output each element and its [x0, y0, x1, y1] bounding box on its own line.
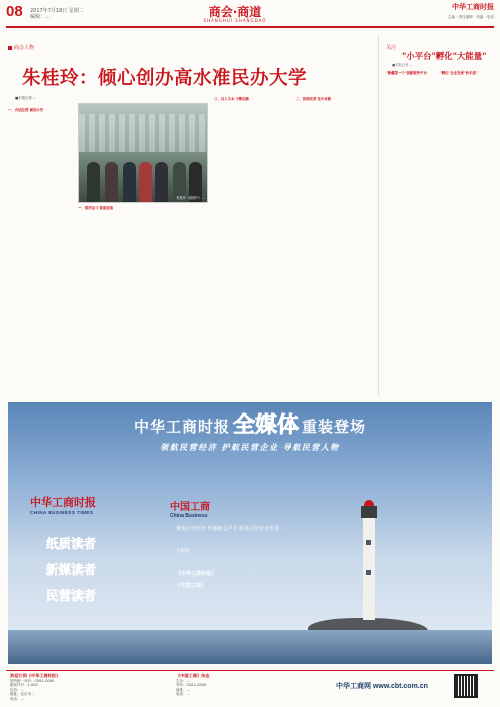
right-section-tag: 关注 — [386, 45, 397, 51]
ad-paper-1: 《中华工商时报》 — [176, 571, 217, 577]
ad-description: 聚焦民营经济 传播商会声音 服务民营企业发展 … — [176, 526, 286, 532]
photo-caption: 朱桂玲（前排中）… — [176, 196, 205, 200]
ad-title-part1: 中华工商时报 — [133, 418, 230, 436]
footer-col2-title: 《中国工商》杂志 — [176, 673, 210, 678]
right-subhead-1: "新疆第一个"创新服务平台 — [386, 71, 427, 75]
article-photo — [78, 103, 208, 203]
photo-person — [123, 162, 136, 202]
article-column-2 — [78, 205, 140, 395]
section-title: 商会·商道 — [208, 5, 262, 19]
footer-line: 刊号：CN11-0000 — [176, 683, 207, 688]
footer-line: 地址：… — [176, 687, 190, 692]
header-rule — [6, 26, 494, 28]
china-business-times-logo — [30, 494, 96, 515]
footer-line: 定价：… — [10, 687, 24, 692]
footer-col1-title: 欢迎订阅《中华工商时报》 — [10, 673, 61, 678]
footer-subscription — [10, 674, 60, 702]
right-subhead-2: "孵化"企业发展"快车道" — [440, 71, 478, 75]
article-column-1 — [8, 96, 76, 394]
footer-line: 邮发代号：1-000 — [10, 683, 38, 688]
ad-paper-2: 《中国工商》 — [176, 583, 207, 589]
ad-title-part2: 重装登场 — [302, 418, 367, 436]
article-column-5 — [296, 96, 372, 394]
advertisement — [8, 402, 492, 664]
ad-big-2: 新媒读者 — [46, 562, 97, 577]
footer-line: 电话：… — [10, 696, 24, 701]
photo-person — [139, 162, 152, 202]
ad-title — [8, 408, 492, 439]
photo-person — [155, 162, 168, 202]
footer-line: 地址：北京市… — [10, 692, 35, 697]
date-line: 2017年7月18日 星期二 — [30, 8, 84, 14]
ad-big-3: 民营读者 — [46, 588, 97, 603]
right-byline: ■本报记者 … — [392, 63, 413, 67]
lighthouse-image — [360, 500, 378, 620]
ad-big-1: 纸质读者 — [46, 536, 97, 551]
logo2-en: China Business — [170, 513, 208, 519]
article-subhead-2: 一、艰苦奋斗 锐意进取 — [78, 206, 114, 210]
section-pinyin: SHANGHUI SHANGDAO — [203, 18, 267, 23]
right-headline: "小平台"孵化"大能量" — [402, 51, 487, 61]
ad-title-highlight: 全媒体 — [232, 413, 299, 438]
paper-meta: 主编 · 责任编辑 · 美编 · 电话 — [447, 15, 494, 19]
section-tag: 商会人物 — [8, 44, 34, 51]
page-header — [0, 0, 500, 32]
article-column-3 — [146, 205, 208, 395]
paper-logo: 中华工商时报 — [452, 3, 494, 11]
qr-code-icon — [454, 674, 478, 698]
footer-url[interactable]: 中华工商网 www.cbt.com.cn — [336, 683, 428, 690]
right-column-2 — [440, 70, 492, 395]
footer-magazine — [176, 674, 210, 697]
article-subhead-3: 三、以人为本 不断创新 — [214, 97, 250, 101]
page-number: 08 — [6, 3, 23, 20]
photo-person — [105, 162, 118, 202]
article-subhead-1: 一、合法经营 诚信办学 — [8, 108, 44, 113]
column-divider — [378, 35, 379, 395]
ad-slogan: 领航民营经济 护航民营企业 导航民营人物 — [160, 442, 340, 452]
logo1-en: CHINA BUSINESS TIMES — [30, 510, 94, 515]
editor-line: 编辑：… — [30, 14, 51, 20]
footer-line: 国内统一刊号：CN11-0000 — [10, 678, 55, 683]
right-column-1 — [386, 70, 436, 395]
article-column-4 — [214, 96, 290, 394]
footer-line: 主办：… — [176, 678, 190, 683]
article-subhead-4: 二、持续改革 变中求新 — [296, 97, 332, 101]
main-headline: 朱桂玲：倾心创办高水准民办大学 — [22, 68, 308, 89]
byline: ■本报记者 … — [15, 96, 37, 100]
china-business-logo — [170, 498, 300, 519]
photo-person — [87, 162, 100, 202]
photo-building — [79, 114, 207, 152]
footer-line: 电话：… — [176, 692, 190, 697]
page-footer — [6, 670, 494, 706]
ad-small-1: 全媒体 — [176, 549, 190, 554]
logo2-cn: 中国工商 — [170, 502, 210, 513]
ad-small-2: … — [176, 558, 181, 563]
logo1-cn: 中华工商时报 — [30, 496, 96, 509]
ad-sea — [8, 630, 492, 664]
